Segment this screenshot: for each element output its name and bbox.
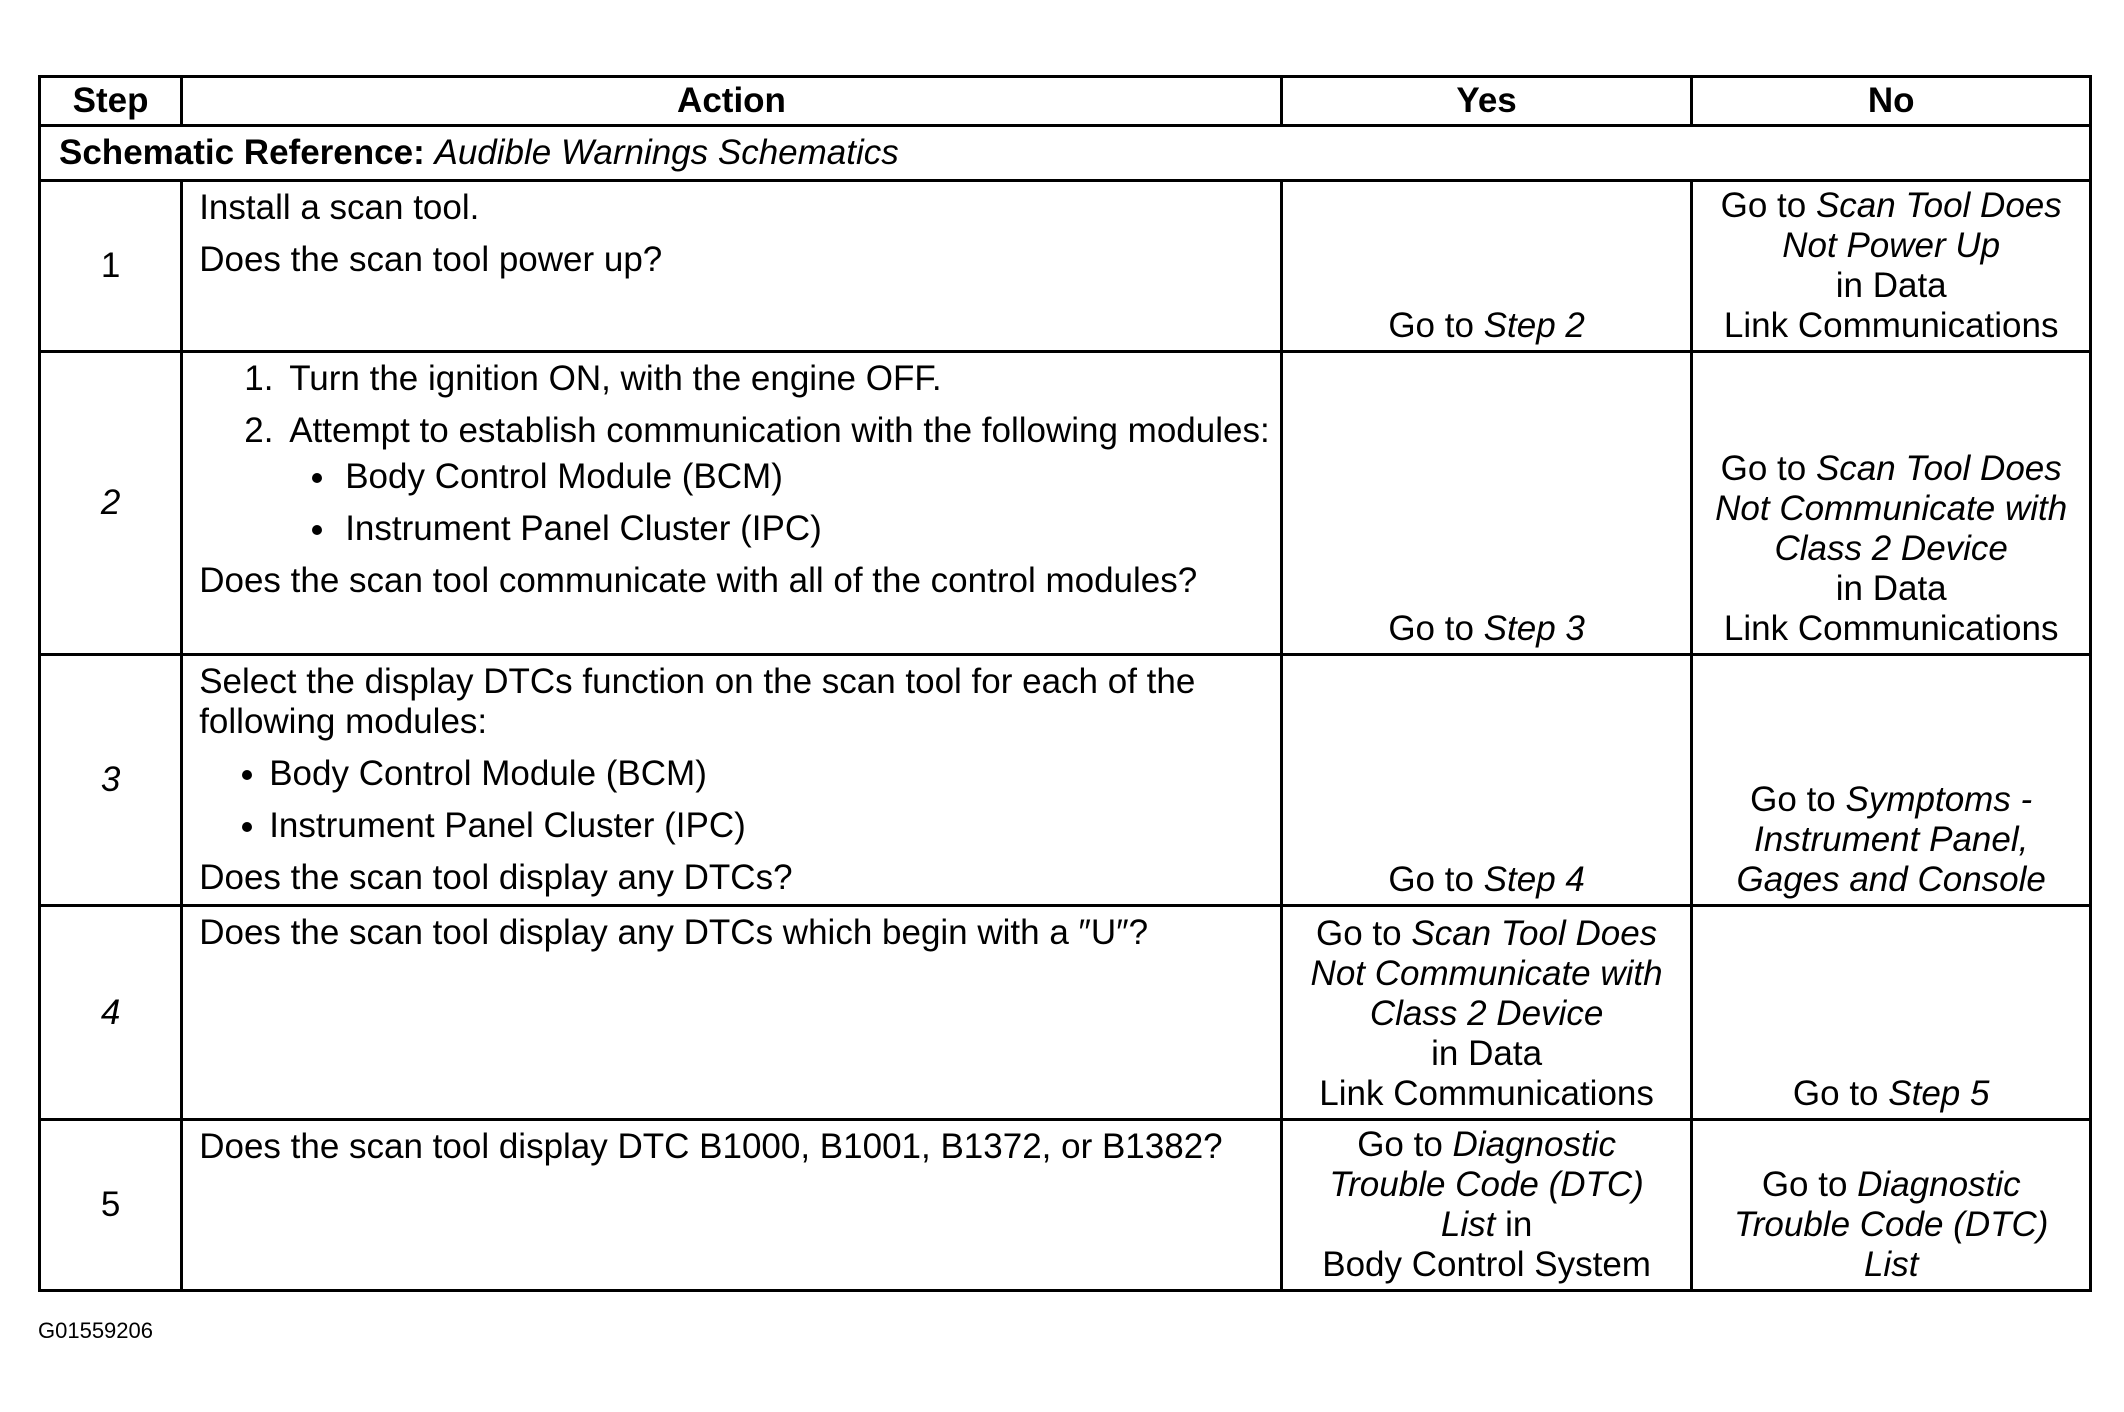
table-row bbox=[40, 181, 2091, 352]
no-link[interactable]: Class 2 Device bbox=[1774, 529, 2008, 568]
figure-id: G01559206 bbox=[38, 1318, 153, 1343]
module-item: • Instrument Panel Cluster (IPC) bbox=[339, 509, 1270, 549]
no-suffix: in Data bbox=[1835, 266, 1947, 305]
header-step: Step bbox=[40, 77, 182, 126]
module-item: • Body Control Module (BCM) bbox=[339, 457, 1270, 497]
action-steps-list bbox=[199, 359, 1270, 549]
step-number: 2 bbox=[40, 352, 182, 655]
module-item: • Instrument Panel Cluster (IPC) bbox=[269, 806, 1270, 846]
yes-link[interactable]: Class 2 Device bbox=[1369, 994, 1604, 1033]
no-cell bbox=[1692, 1120, 2091, 1291]
module-list bbox=[219, 754, 1270, 846]
no-cell bbox=[1692, 655, 2091, 906]
action-cell bbox=[182, 181, 1282, 352]
action-cell bbox=[182, 1120, 1282, 1291]
step-number: 5 bbox=[40, 1120, 182, 1291]
no-cell bbox=[1692, 181, 2091, 352]
no-prefix: Go to bbox=[1720, 449, 1807, 488]
schematic-reference-link[interactable]: Audible Warnings Schematics bbox=[434, 133, 899, 172]
no-link[interactable]: Step 5 bbox=[1888, 1074, 1990, 1113]
table-row bbox=[40, 906, 2091, 1120]
no-link[interactable]: Scan Tool Does bbox=[1815, 449, 2062, 488]
no-link[interactable]: Not Power Up bbox=[1782, 226, 2001, 265]
step-number: 3 bbox=[40, 655, 182, 906]
yes-prefix: Go to bbox=[1316, 914, 1402, 953]
no-suffix: in Data bbox=[1835, 569, 1947, 608]
action-step: 1. Turn the ignition ON, with the engine OFF. bbox=[283, 359, 1270, 399]
yes-link[interactable]: Trouble Code (DTC) bbox=[1329, 1165, 1644, 1204]
yes-link[interactable]: Not Communicate with bbox=[1310, 954, 1663, 993]
no-link[interactable]: Diagnostic bbox=[1857, 1165, 2021, 1204]
header-yes: Yes bbox=[1281, 77, 1692, 126]
no-prefix: Go to bbox=[1761, 1165, 1848, 1204]
diagnostic-table bbox=[38, 75, 2092, 1292]
no-link[interactable]: Gages and Console bbox=[1736, 860, 2046, 899]
yes-link[interactable]: Step 4 bbox=[1483, 860, 1585, 899]
no-prefix: Go to bbox=[1792, 1074, 1879, 1113]
yes-cell bbox=[1281, 655, 1692, 906]
no-link[interactable]: Scan Tool Does bbox=[1815, 186, 2062, 225]
no-link[interactable]: Trouble Code (DTC) bbox=[1733, 1205, 2049, 1244]
action-cell bbox=[182, 352, 1282, 655]
yes-suffix: in bbox=[1505, 1205, 1533, 1244]
module-list bbox=[289, 457, 1270, 549]
yes-prefix: Go to bbox=[1388, 306, 1474, 345]
header-no: No bbox=[1692, 77, 2091, 126]
yes-link[interactable]: Scan Tool Does bbox=[1411, 914, 1658, 953]
no-cell bbox=[1692, 906, 2091, 1120]
no-cell bbox=[1692, 352, 2091, 655]
no-link[interactable]: Not Communicate with bbox=[1715, 489, 2068, 528]
schematic-reference bbox=[40, 126, 2091, 181]
yes-suffix: in Data bbox=[1431, 1034, 1543, 1073]
action-question: Does the scan tool communicate with all of the control modules? bbox=[199, 561, 1198, 600]
yes-prefix: Go to bbox=[1388, 860, 1474, 899]
module-item: • Body Control Module (BCM) bbox=[269, 754, 1270, 794]
action-cell bbox=[182, 906, 1282, 1120]
no-suffix: Link Communications bbox=[1723, 306, 2059, 345]
yes-prefix: Go to bbox=[1388, 609, 1474, 648]
table-row bbox=[40, 655, 2091, 906]
yes-cell bbox=[1281, 1120, 1692, 1291]
action-question: Does the scan tool display any DTCs which begin with a ″U″? bbox=[199, 913, 1149, 952]
action-text: Select the display DTCs function on the scan tool for each of the following modules: bbox=[199, 662, 1196, 741]
no-link[interactable]: Instrument Panel, bbox=[1754, 820, 2029, 859]
action-step bbox=[283, 411, 1270, 549]
schematic-reference-label: Schematic Reference: bbox=[59, 133, 425, 172]
yes-suffix: Body Control System bbox=[1322, 1245, 1651, 1284]
diagnostic-table-container bbox=[38, 75, 2092, 1292]
action-step-text: Attempt to establish communication with the following modules: bbox=[289, 411, 1270, 450]
table-row bbox=[40, 1120, 2091, 1291]
yes-suffix: Link Communications bbox=[1319, 1074, 1654, 1113]
header-action: Action bbox=[182, 77, 1282, 126]
step-number: 1 bbox=[40, 181, 182, 352]
no-suffix: Link Communications bbox=[1723, 609, 2059, 648]
yes-cell bbox=[1281, 181, 1692, 352]
action-question: Does the scan tool display DTC B1000, B1001, B1372, or B1382? bbox=[199, 1127, 1223, 1166]
yes-link[interactable]: Diagnostic bbox=[1452, 1125, 1616, 1164]
no-link[interactable]: Symptoms - bbox=[1845, 780, 2033, 819]
yes-cell bbox=[1281, 906, 1692, 1120]
no-prefix: Go to bbox=[1750, 780, 1836, 819]
yes-prefix: Go to bbox=[1357, 1125, 1443, 1164]
yes-link[interactable]: List bbox=[1440, 1205, 1496, 1244]
schematic-reference-row bbox=[40, 126, 2091, 181]
no-prefix: Go to bbox=[1720, 186, 1807, 225]
action-cell bbox=[182, 655, 1282, 906]
table-row bbox=[40, 352, 2091, 655]
step-number: 4 bbox=[40, 906, 182, 1120]
action-text: Install a scan tool. bbox=[199, 188, 480, 227]
yes-link[interactable]: Step 3 bbox=[1483, 609, 1585, 648]
header-row bbox=[40, 77, 2091, 126]
action-question: Does the scan tool power up? bbox=[199, 240, 663, 279]
no-link[interactable]: List bbox=[1863, 1245, 1919, 1284]
yes-cell bbox=[1281, 352, 1692, 655]
yes-link[interactable]: Step 2 bbox=[1483, 306, 1585, 345]
action-question: Does the scan tool display any DTCs? bbox=[199, 858, 793, 897]
